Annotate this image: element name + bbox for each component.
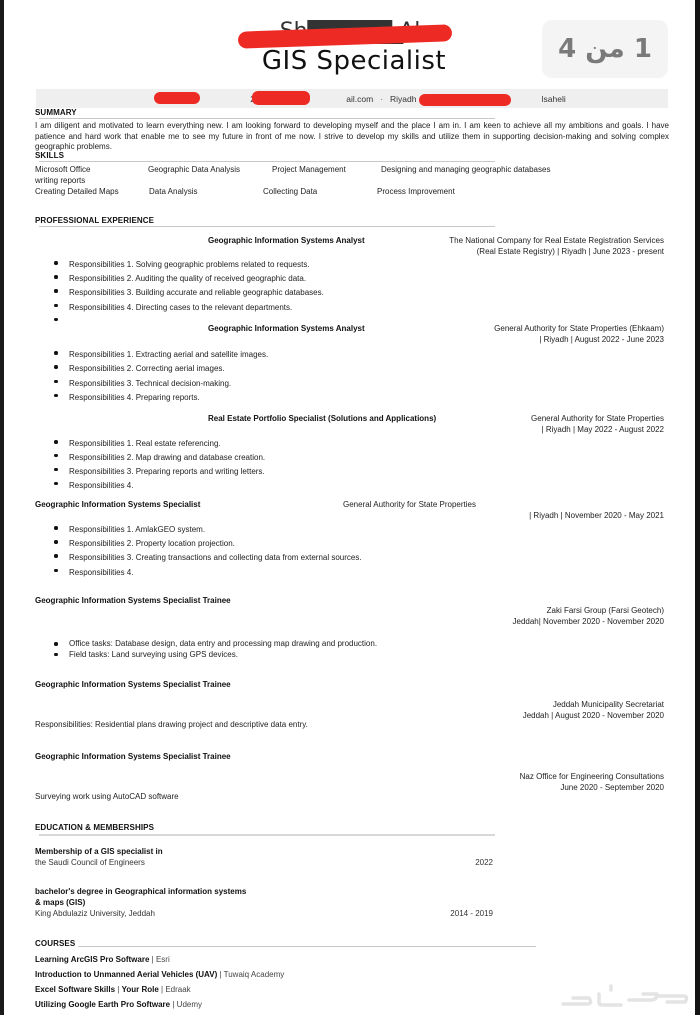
list-item: Responsibilities 4. xyxy=(52,566,362,580)
job-title: Geographic Information Systems Analyst xyxy=(208,236,365,245)
courses-divider xyxy=(78,946,536,947)
degree-dates: 2014 - 2019 xyxy=(450,909,493,918)
phone-redaction xyxy=(154,92,200,104)
education-divider xyxy=(39,834,495,836)
degree-institution: King Abdulaziz University, Jeddah xyxy=(35,909,155,918)
skill-item: Collecting Data xyxy=(263,187,318,196)
list-item: Office tasks: Database design, data entry and processing map drawing and production. xyxy=(52,639,377,650)
experience-divider xyxy=(39,226,495,227)
skill-item: Designing and managing geographic databases xyxy=(381,165,551,174)
skill-item: Geographic Data Analysis xyxy=(148,165,241,174)
job-headline-text: GIS Specialist xyxy=(261,46,447,76)
job-organization: Naz Office for Engineering Consultations June 2020 - September 2020 xyxy=(519,772,664,792)
list-item: Responsibilities 3. Preparing reports and writing letters. xyxy=(52,465,265,479)
list-item: Responsibilities 1. Solving geographic problems related to requests. xyxy=(52,258,324,272)
education-heading: EDUCATION & MEMBERSHIPS xyxy=(35,823,155,832)
skill-item: writing reports xyxy=(35,176,86,185)
job-title: Geographic Information Systems Specialist Trainee xyxy=(35,752,231,761)
resume-page xyxy=(4,0,695,1015)
job-organization: Jeddah Municipality Secretariat Jeddah | August 2020 - November 2020 xyxy=(522,700,664,720)
job-responsibilities xyxy=(52,639,377,660)
website-redaction xyxy=(419,94,511,106)
job-title: Real Estate Portfolio Specialist (Solutions and Applications) xyxy=(208,414,437,423)
list-item: Responsibilities 3. Building accurate and reliable geographic databases. xyxy=(52,286,324,300)
list-item: Responsibilities 2. Map drawing and database creation. xyxy=(52,451,265,465)
courses-heading: COURSES xyxy=(35,939,76,948)
list-item: Responsibilities 2. Property location projection. xyxy=(52,537,362,551)
list-item: Responsibilities 1. Real estate referencing. xyxy=(52,437,265,451)
list-item: Responsibilities 1. Extracting aerial and satellite images. xyxy=(52,348,268,362)
job-title: Geographic Information Systems Specialist xyxy=(35,500,201,509)
membership-title: Membership of a GIS specialist in xyxy=(35,847,163,856)
page-indicator-badge: 1 من 4 xyxy=(542,20,668,78)
separator: · xyxy=(380,93,384,104)
skill-item: Project Management xyxy=(272,165,346,174)
job-responsibilities xyxy=(52,437,265,493)
list-item: Responsibilities 4. Preparing reports. xyxy=(52,391,268,405)
job-title: Geographic Information Systems Specialist Trainee xyxy=(35,596,231,605)
membership-organization: the Saudi Council of Engineers xyxy=(35,858,145,867)
list-item: Responsibilities 2. Auditing the quality of received geographic data. xyxy=(52,272,324,286)
job-responsibilities xyxy=(52,258,324,329)
degree-title: bachelor's degree in Geographical information systems & maps (GIS) xyxy=(35,887,247,907)
job-organization: General Authority for State Properties (Ehkaam) | Riyadh | August 2022 - June 2023 xyxy=(494,324,664,344)
job-title: Geographic Information Systems Specialist Trainee xyxy=(35,680,231,689)
skill-item: Creating Detailed Maps xyxy=(35,187,119,196)
website-link[interactable]: lsaheli xyxy=(541,93,566,104)
email-redaction xyxy=(252,91,310,105)
experience-heading: PROFESSIONAL EXPERIENCE xyxy=(35,216,155,225)
summary-divider xyxy=(39,118,495,119)
haraj-watermark-icon xyxy=(559,982,691,1008)
list-item: Field tasks: Land surveying using GPS devices. xyxy=(52,650,377,661)
skill-item: Data Analysis xyxy=(149,187,198,196)
summary-text: I am diligent and motivated to learn everything new. I am looking forward to developing myself and the place I am in. I am keen to achieve all my ambitions and goals. I have patience and hard work that enable me to see my future in front of me now. I strive to develop my skills and utilize them in supporting decision-making and solving complex geographic problems. xyxy=(35,121,669,151)
job-description: Responsibilities: Residential plans drawing project and descriptive data entry. xyxy=(35,720,308,729)
list-item: Responsibilities 4. xyxy=(52,479,265,493)
right-frame-border xyxy=(695,0,700,1015)
job-organization: General Authority for State Properties | Riyadh | May 2022 - August 2022 xyxy=(531,414,664,434)
course-item: Utilizing Google Earth Pro Software | Udemy xyxy=(35,1000,203,1009)
city: Riyadh xyxy=(390,93,417,104)
list-item: Responsibilities 4. Directing cases to the relevant departments. xyxy=(52,301,324,315)
skill-item: Process Improvement xyxy=(377,187,455,196)
email-address[interactable]: ail.com xyxy=(346,93,374,104)
job-organization: General Authority for State Properties xyxy=(343,500,476,509)
skills-heading: SKILLS xyxy=(35,151,65,160)
job-responsibilities xyxy=(52,348,268,405)
job-organization: Zaki Farsi Group (Farsi Geotech) Jeddah| November 2020 - November 2020 xyxy=(512,606,664,626)
list-item: Responsibilities 3. Technical decision-making. xyxy=(52,377,268,391)
course-item: Excel Software Skills | Your Role | Edraak xyxy=(35,985,191,994)
contact-bar xyxy=(36,89,668,108)
job-organization: The National Company for Real Estate Registration Services (Real Estate Registry) | Riyadh | June 2023 - present xyxy=(449,236,664,256)
course-item: Learning ArcGIS Pro Software | Esri xyxy=(35,955,170,964)
list-item: Responsibilities 1. AmlakGEO system. xyxy=(52,523,362,537)
skill-item: Microsoft Office xyxy=(35,165,91,174)
skills-divider xyxy=(39,161,495,162)
job-location-dates: | Riyadh | November 2020 - May 2021 xyxy=(529,511,664,520)
list-item: Responsibilities 3. Creating transactions and collecting data from external sources. xyxy=(52,551,362,565)
course-item: Introduction to Unmanned Aerial Vehicles (UAV) | Tuwaiq Academy xyxy=(35,970,285,979)
summary-heading: SUMMARY xyxy=(35,108,77,117)
job-title: Geographic Information Systems Analyst xyxy=(208,324,365,333)
list-item: Responsibilities 2. Correcting aerial images. xyxy=(52,362,268,376)
job-description: Surveying work using AutoCAD software xyxy=(35,792,179,801)
job-responsibilities xyxy=(52,523,362,580)
membership-date: 2022 xyxy=(475,858,493,867)
